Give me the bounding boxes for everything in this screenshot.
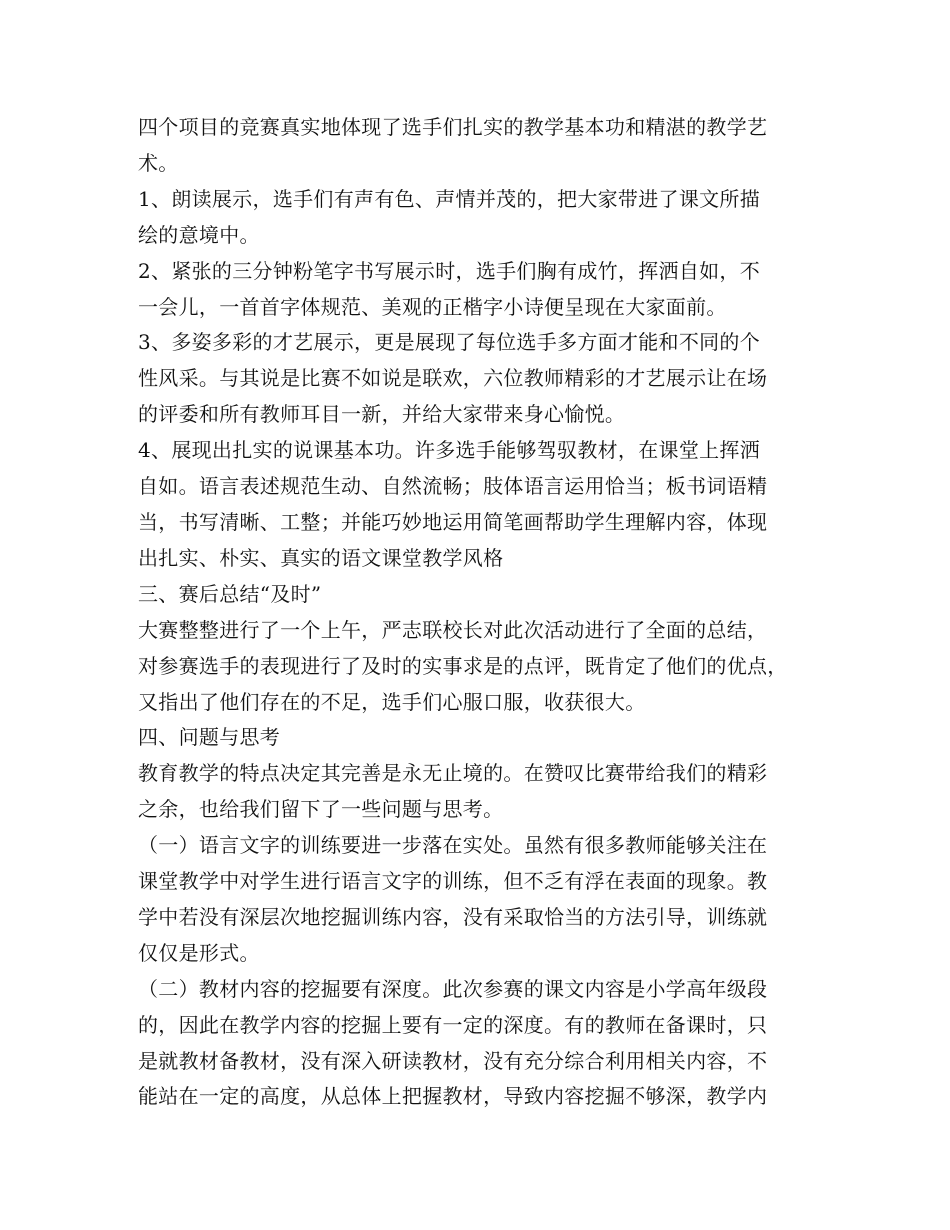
text-line: 仅仅是形式。 xyxy=(138,940,260,965)
section-heading: 四、问题与思考 xyxy=(138,725,281,750)
text-line: 学中若没有深层次地挖掘训练内容，没有采取恰当的方法引导，训练就 xyxy=(138,904,768,929)
section-heading: 三、赛后总结“及时” xyxy=(138,581,322,606)
text-line: 自如。语言表述规范生动、自然流畅；肢体语言运用恰当；板书词语精 xyxy=(138,474,768,499)
text-line: 4、展现出扎实的说课基本功。许多选手能够驾驭教材，在课堂上挥洒 xyxy=(138,438,761,463)
text-line: 1、朗读展示，选手们有声有色、声情并茂的，把大家带进了课文所描 xyxy=(138,186,761,211)
text-line: 课堂教学中对学生进行语言文字的训练，但不乏有浮在表面的现象。教 xyxy=(138,869,768,894)
text-line: 是就教材备教材，没有深入研读教材，没有充分综合利用相关内容，不 xyxy=(138,1048,768,1073)
text-line: 的评委和所有教师耳目一新，并给大家带来身心愉悦。 xyxy=(138,402,626,427)
text-line: 出扎实、朴实、真实的语文课堂教学风格 xyxy=(138,545,504,570)
text-line: 教育教学的特点决定其完善是永无止境的。在赞叹比赛带给我们的精彩 xyxy=(138,761,768,786)
text-line: 能站在一定的高度，从总体上把握教材，导致内容挖掘不够深，教学内 xyxy=(138,1084,768,1109)
text-line: 对参赛选手的表现进行了及时的实事求是的点评，既肯定了他们的优点， xyxy=(138,653,788,678)
text-line: 性风采。与其说是比赛不如说是联欢，六位教师精彩的才艺展示让在场 xyxy=(138,366,768,391)
text-line: 当，书写清晰、工整；并能巧妙地运用简笔画帮助学生理解内容，体现 xyxy=(138,509,768,534)
text-line: 大赛整整进行了一个上午，严志联校长对此次活动进行了全面的总结， xyxy=(138,617,768,642)
text-line: 绘的意境中。 xyxy=(138,222,260,247)
text-line: 又指出了他们存在的不足，选手们心服口服，收获很大。 xyxy=(138,689,646,714)
text-line: 术。 xyxy=(138,150,179,175)
text-line: 一会儿，一首首字体规范、美观的正楷字小诗便呈现在大家面前。 xyxy=(138,294,727,319)
text-line: 3、多姿多彩的才艺展示，更是展现了每位选手多方面才能和不同的个 xyxy=(138,330,761,355)
text-line: 的，因此在教学内容的挖掘上要有一定的深度。有的教师在备课时，只 xyxy=(138,1012,768,1037)
document-page xyxy=(138,110,828,1115)
text-line: （一）语言文字的训练要进一步落在实处。虽然有很多教师能够关注在 xyxy=(138,833,768,858)
text-line: 四个项目的竞赛真实地体现了选手们扎实的教学基本功和精湛的教学艺 xyxy=(138,115,768,139)
text-line: 之余，也给我们留下了一些问题与思考。 xyxy=(138,797,504,822)
text-line: （二）教材内容的挖掘要有深度。此次参赛的课文内容是小学高年级段 xyxy=(138,976,768,1001)
text-line: 2、紧张的三分钟粉笔字书写展示时，选手们胸有成竹，挥洒自如，不 xyxy=(138,258,761,283)
